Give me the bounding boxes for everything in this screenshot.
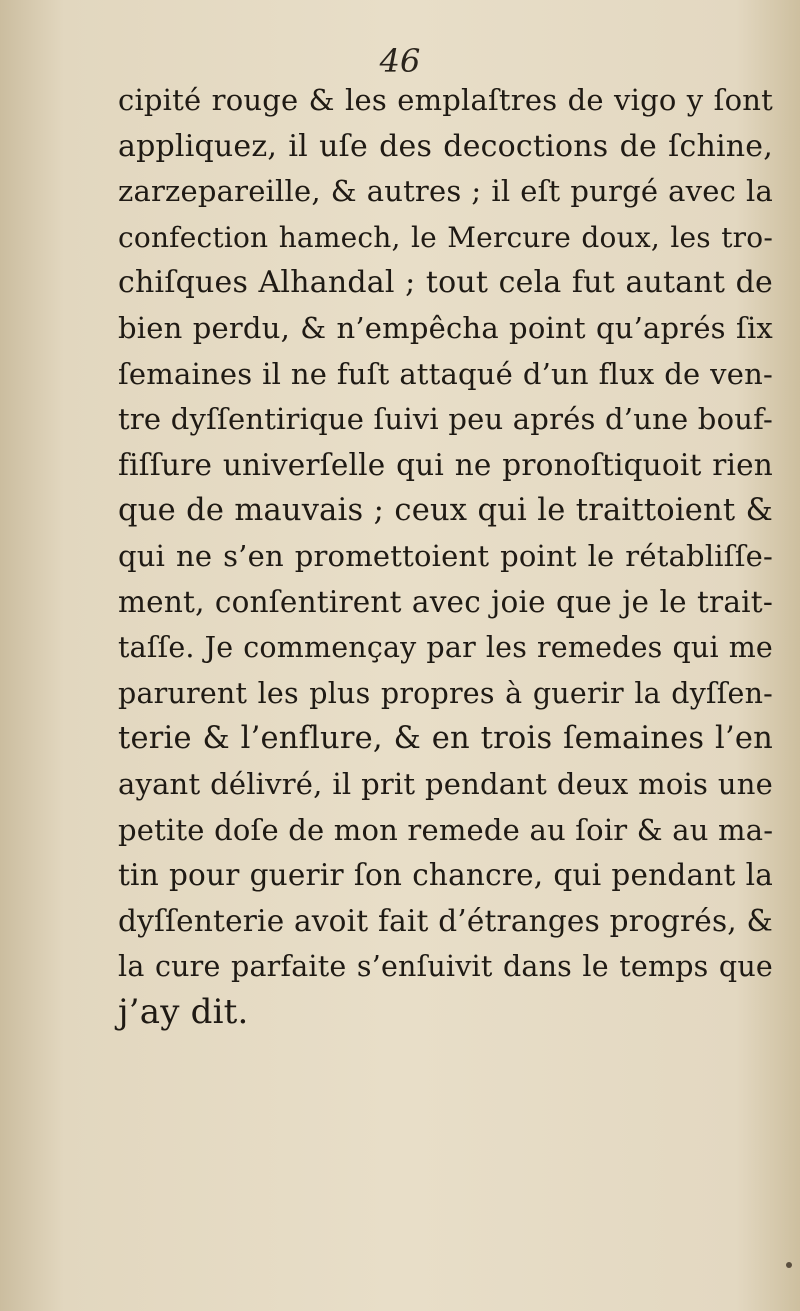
text-line: cipité rouge & les emplaſtres de vigo y ſont — [118, 83, 773, 117]
ink-spot — [786, 1262, 792, 1268]
text-line: chiſques Alhandal ; tout cela fut autant de — [118, 265, 773, 301]
text-line: fiſſure univerſelle qui ne pronoſtiquoit rien — [118, 447, 773, 482]
body-text — [118, 78, 773, 1035]
text-line: que de mauvais ; ceux qui le traittoient & — [118, 493, 773, 529]
text-line: petite doſe de mon remede au ſoir & au ma- — [118, 812, 774, 847]
text-line: dyſſenterie avoit fait d’étranges progrés, & — [118, 903, 773, 938]
text-line: parurent les plus propres à guerir la dyſſen- — [118, 676, 773, 710]
text-line: ayant délivré, il prit pendant deux mois une — [118, 766, 773, 801]
text-line: qui ne s’en promettoient point le rétabliſſe- — [118, 538, 773, 573]
text-line: confection hamech, le Mercure doux, les tro- — [118, 220, 773, 254]
text-line: tin pour guerir ſon chancre, qui pendant la — [118, 858, 773, 893]
text-line: j’ay dit. — [118, 991, 249, 1032]
text-line: zarzepareille, & autres ; il eſt purgé avec la — [118, 174, 773, 209]
text-line: taſſe. Je commençay par les remedes qui me — [118, 631, 773, 665]
text-line: ſemaines il ne fuſt attaqué d’un flux de ven- — [118, 356, 773, 391]
text-line: tre dyſſentirique ſuivi peu aprés d’une bouf- — [118, 402, 773, 437]
text-line: appliquez, il uſe des decoctions de ſchine, — [118, 128, 773, 164]
text-line: terie & l’enflure, & en trois ſemaines l’en — [118, 721, 773, 757]
text-line: bien perdu, & n’empêcha point qu’aprés ſix — [118, 310, 773, 345]
page-number: 46 — [379, 42, 421, 80]
text-line: la cure parfaite s’enſuivit dans le temps que — [118, 950, 773, 984]
text-line: ment, conſentirent avec joie que je le trait- — [118, 584, 773, 619]
